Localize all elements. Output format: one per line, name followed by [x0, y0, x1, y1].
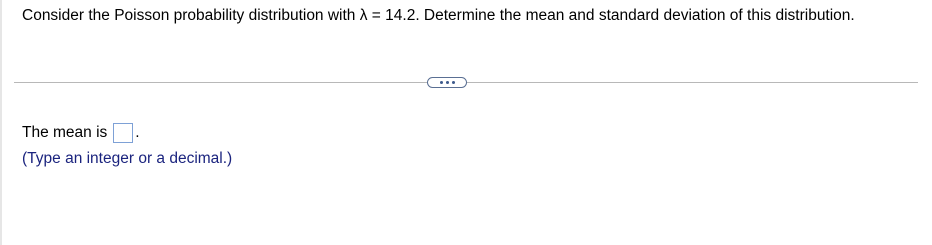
ellipsis-dot: [446, 81, 449, 84]
mean-answer-input[interactable]: [113, 123, 133, 143]
answer-prefix: The mean is: [22, 124, 108, 141]
ellipsis-dot: [452, 81, 455, 84]
expand-more-button[interactable]: [427, 77, 467, 88]
question-text: Consider the Poisson probability distribution with λ = 14.2. Determine the mean and standard deviation of this distribution.: [22, 7, 855, 24]
answer-line: [22, 122, 140, 144]
answer-suffix: .: [135, 124, 140, 141]
ellipsis-dot: [440, 81, 443, 84]
ellipsis-icon: [440, 81, 455, 84]
left-border: [0, 0, 2, 245]
answer-hint: (Type an integer or a decimal.): [22, 150, 233, 167]
